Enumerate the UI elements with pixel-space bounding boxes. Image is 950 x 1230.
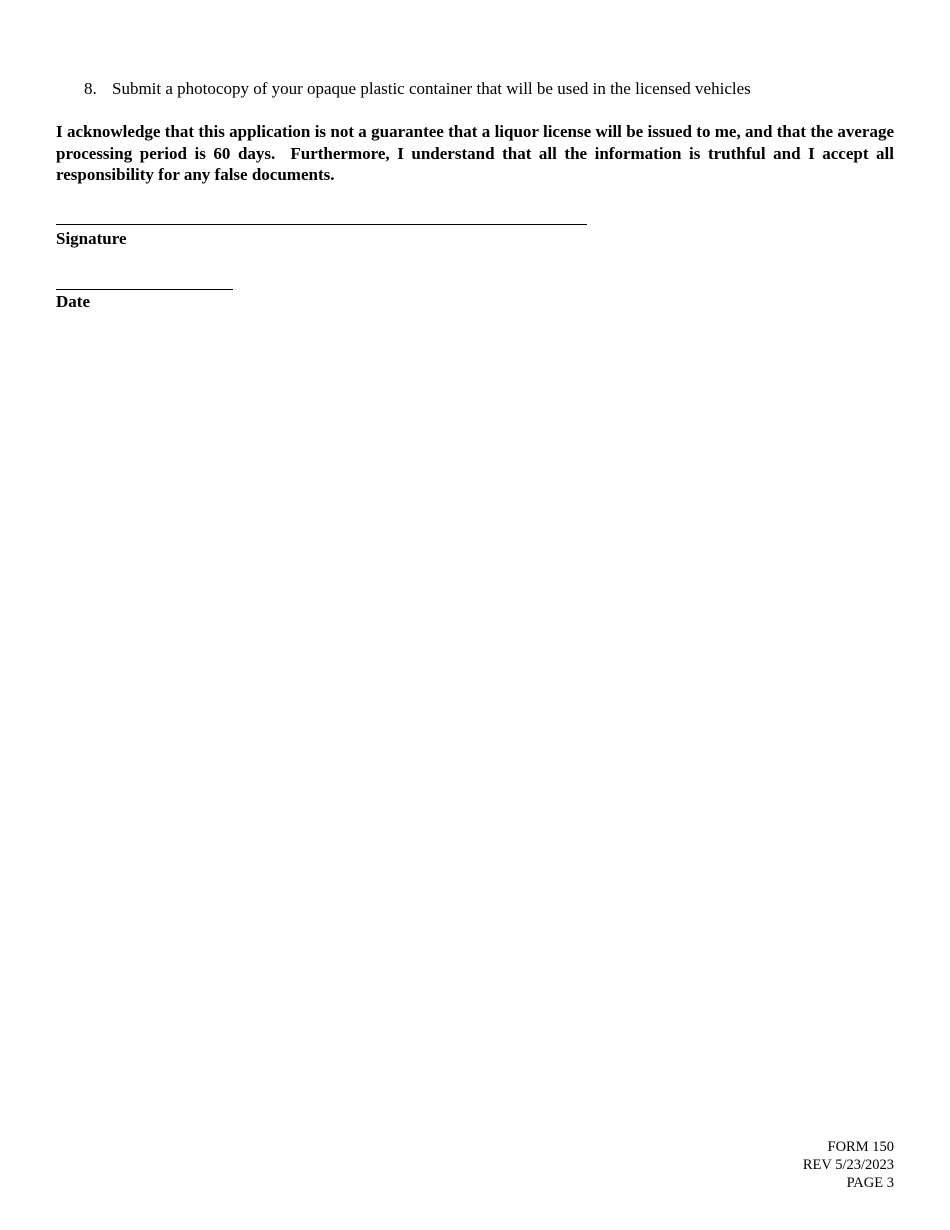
page-number: PAGE 3 bbox=[846, 1175, 894, 1191]
date-line[interactable] bbox=[56, 289, 233, 290]
signature-line[interactable] bbox=[56, 224, 587, 225]
list-item bbox=[84, 78, 751, 100]
signature-label: Signature bbox=[56, 229, 127, 248]
form-revision: REV 5/23/2023 bbox=[802, 1157, 894, 1173]
acknowledgment-paragraph: I acknowledge that this application is not a guarantee that a liquor license will be issued to me, and that the average processing period is 60 days. Furthermore, I understand that all the information is truthful and I accept all responsibility for any false documents. bbox=[56, 122, 899, 184]
list-item-number: 8. bbox=[84, 79, 97, 98]
date-label: Date bbox=[56, 292, 90, 311]
form-footer bbox=[803, 1138, 894, 1192]
list-item-text: Submit a photocopy of your opaque plastic container that will be used in the licensed vehicles bbox=[112, 79, 751, 98]
form-number: FORM 150 bbox=[827, 1139, 894, 1155]
